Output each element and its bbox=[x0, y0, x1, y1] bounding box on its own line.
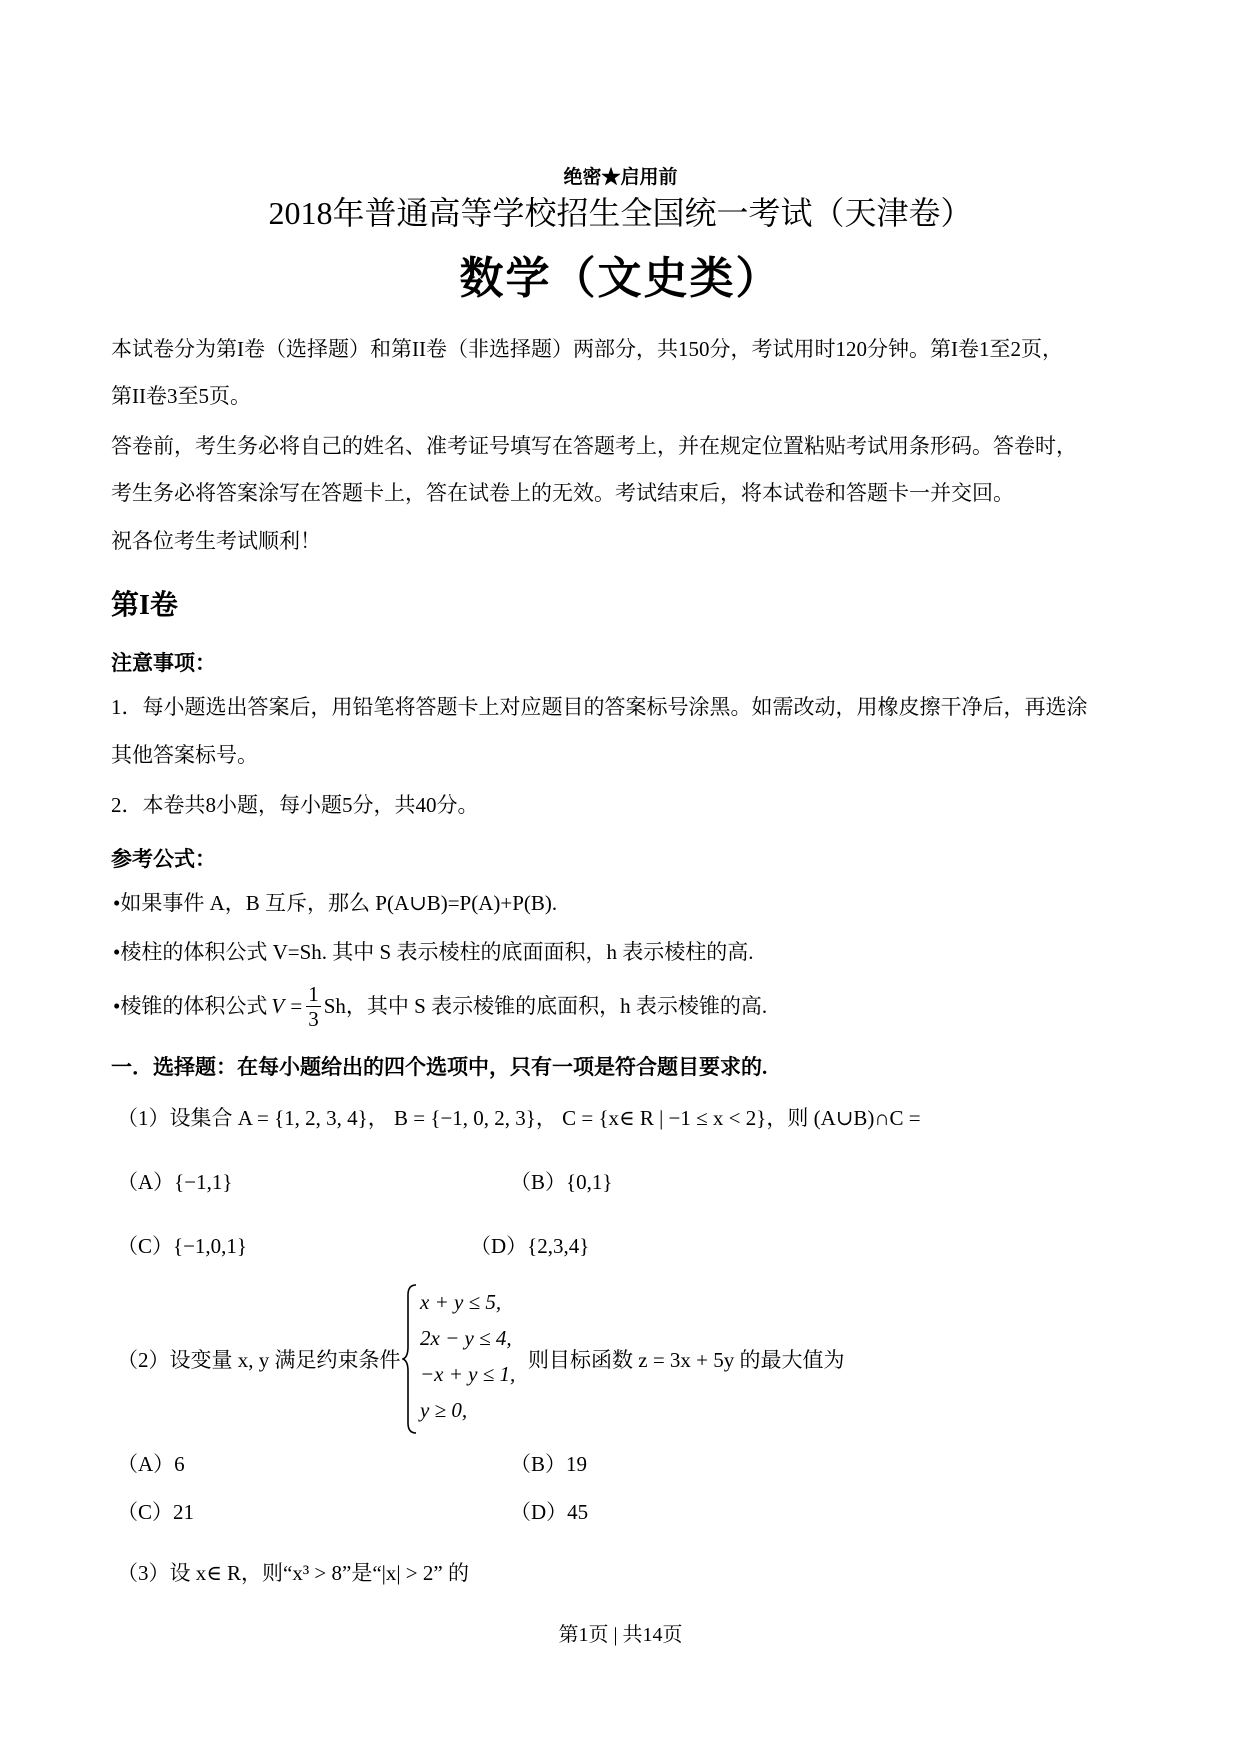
question-3-stem: （3）设 x∈ R，则“x³ > 8”是“|x| > 2” 的 bbox=[117, 1561, 469, 1585]
question-1-option-a: （A）{−1,1} bbox=[117, 1170, 233, 1194]
part-title: 第I卷 bbox=[111, 590, 178, 621]
fraction-one-third bbox=[306, 982, 321, 1031]
constraint-4: y ≥ 0, bbox=[420, 1398, 468, 1422]
secret-label: 绝密★启用前 bbox=[563, 167, 678, 188]
notice-heading: 注意事项： bbox=[111, 651, 216, 675]
intro-line-1: 本试卷分为第I卷（选择题）和第II卷（非选择题）两部分，共150分，考试用时120分钟。第I卷1至2页， bbox=[111, 337, 1063, 361]
fraction-numerator: 1 bbox=[308, 981, 319, 1006]
formula-3 bbox=[113, 976, 767, 1036]
formula-3-v: V = bbox=[271, 993, 304, 1018]
question-2-option-c: （C）21 bbox=[117, 1500, 195, 1524]
question-1-option-c: （C）{−1,0,1} bbox=[117, 1234, 248, 1258]
exam-title: 2018年普通高等学校招生全国统一考试（天津卷） bbox=[268, 195, 973, 231]
constraint-2: 2x − y ≤ 4, bbox=[420, 1326, 512, 1350]
formula-heading: 参考公式： bbox=[111, 847, 216, 871]
page-footer: 第1页 | 共14页 bbox=[558, 1624, 683, 1646]
intro-line-3: 答卷前，考生务必将自己的姓名、准考证号填写在答题考上，并在规定位置粘贴考试用条形码。答卷时， bbox=[111, 434, 1077, 458]
constraint-1: x + y ≤ 5, bbox=[420, 1290, 502, 1314]
subject-title: 数学（文史类） bbox=[459, 254, 782, 303]
question-1-option-d: （D）{2,3,4} bbox=[470, 1234, 590, 1258]
question-1-option-b: （B）{0,1} bbox=[510, 1170, 613, 1194]
brace-icon bbox=[402, 1283, 420, 1435]
intro-line-2: 第II卷3至5页。 bbox=[111, 384, 251, 408]
formula-3-pre: •棱锥的体积公式 bbox=[113, 993, 268, 1018]
formula-3-post: Sh，其中 S 表示棱锥的底面积，h 表示棱锥的高. bbox=[323, 993, 768, 1018]
intro-line-5: 祝各位考生考试顺利！ bbox=[111, 529, 321, 553]
question-2-option-b: （B）19 bbox=[510, 1452, 588, 1476]
question-2-stem-pre: （2）设变量 x, y 满足约束条件 bbox=[117, 1348, 401, 1372]
question-2-option-d: （D）45 bbox=[510, 1500, 589, 1524]
intro-line-4: 考生务必将答案涂写在答题卡上，答在试卷上的无效。考试结束后，将本试卷和答题卡一并交回。 bbox=[111, 481, 1014, 505]
fraction-denominator: 3 bbox=[308, 1006, 319, 1031]
question-2-stem-post: 则目标函数 z = 3x + 5y 的最大值为 bbox=[528, 1348, 845, 1372]
question-1-stem: （1）设集合 A = {1, 2, 3, 4}， B = {−1, 0, 2, 3}， C = {x∈ R | −1 ≤ x < 2}，则 (A∪B)∩C = bbox=[117, 1106, 921, 1130]
question-2-option-a: （A）6 bbox=[117, 1452, 185, 1476]
notice-1b: 其他答案标号。 bbox=[111, 743, 258, 767]
section-heading: 一．选择题：在每小题给出的四个选项中，只有一项是符合题目要求的. bbox=[111, 1055, 768, 1079]
constraint-3: −x + y ≤ 1, bbox=[420, 1362, 516, 1386]
notice-2: 2．本卷共8小题，每小题5分，共40分。 bbox=[111, 793, 479, 817]
notice-1a: 1．每小题选出答案后，用铅笔将答题卡上对应题目的答案标号涂黑。如需改动，用橡皮擦干净后，再选涂 bbox=[111, 695, 1088, 719]
formula-1: •如果事件 A，B 互斥，那么 P(A∪B)=P(A)+P(B). bbox=[113, 891, 558, 915]
formula-2: •棱柱的体积公式 V=Sh. 其中 S 表示棱柱的底面面积，h 表示棱柱的高. bbox=[113, 940, 754, 964]
